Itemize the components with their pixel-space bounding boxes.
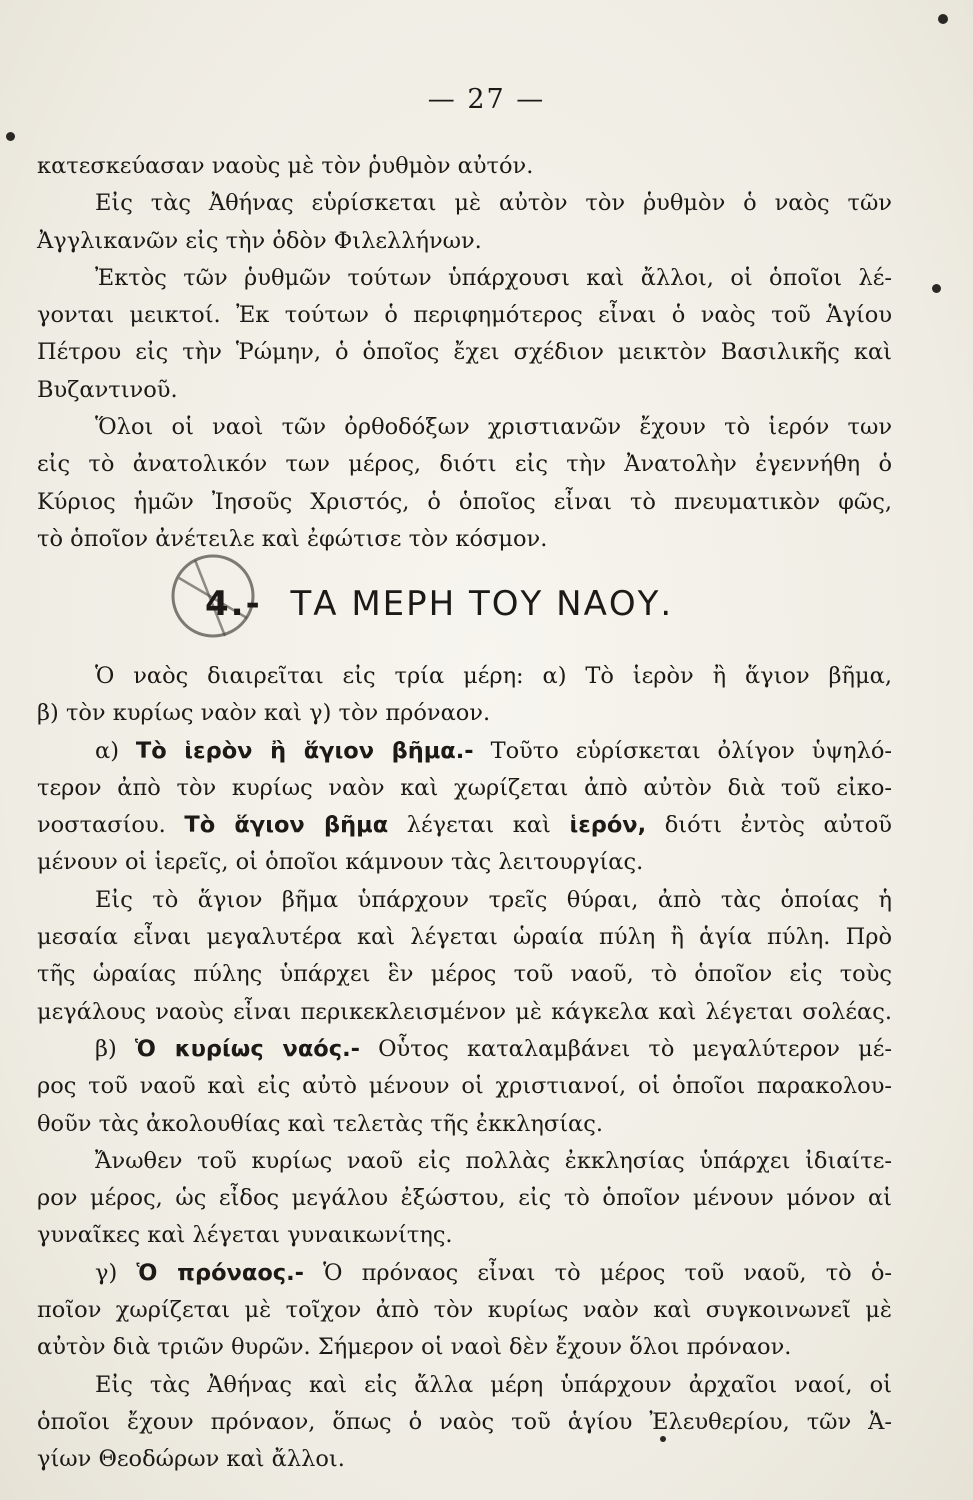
text-line: Εἰς τὸ ἅγιον βῆμα ὑπάρχουν τρεῖς θύραι, ἀπὸ τὰς ὁποίας ἡ	[95, 886, 892, 913]
text-run: Οὗτος καταλαμβάνει τὸ μεγαλύτερον μέ-	[359, 1035, 892, 1062]
text-line: θοῦν τὰς ἀκολουθίας καὶ τελετὰς τῆς ἐκκλησίας.	[37, 1110, 603, 1137]
text-line: Ὁ ναὸς διαιρεῖται εἰς τρία μέρη: α) Τὸ ἱερὸν ἢ ἅγιον βῆμα,	[95, 663, 892, 689]
text-line: μεγάλους ναοὺς εἶναι περικεκλεισμένον μὲ κάγκελα καὶ λέγεται σολέας.	[37, 998, 892, 1025]
text-line: αὐτὸν διὰ τριῶν θυρῶν. Σήμερον οἱ ναοὶ δὲν ἔχουν ὅλοι πρόναον.	[37, 1334, 792, 1361]
text-line: Ἐκτὸς τῶν ῥυθμῶν τούτων ὑπάρχουσι καὶ ἄλλοι, οἱ ὁποῖοι λέ-	[95, 264, 892, 291]
section-heading	[205, 584, 673, 624]
ink-speck	[660, 1436, 666, 1442]
text-run: Ὁ πρόναος εἶναι τὸ μέρος τοῦ ναοῦ, τὸ ὁ-	[304, 1259, 892, 1286]
text-line: Κύριος ἡμῶν Ἰησοῦς Χριστός, ὁ ὁποῖος εἶναι τὸ πνευματικὸν φῶς,	[37, 488, 892, 515]
text-run: Τοῦτο εὑρίσκεται ὀλίγον ὑψηλό-	[473, 737, 892, 764]
page-number: — 27 —	[427, 84, 546, 115]
text-line: γυναῖκες καὶ λέγεται γυναικωνίτης.	[37, 1222, 453, 1249]
text-line: Πέτρου εἰς τὴν Ῥώμην, ὁ ὁποῖος ἔχει σχέδιον μεικτὸν Βασιλικῆς καὶ	[37, 339, 892, 366]
body-text	[37, 658, 892, 1479]
text-line: ὁποῖοι ἔχουν πρόναον, ὅπως ὁ ναὸς τοῦ ἁγίου Ἐλευθερίου, τῶν Ἁ-	[37, 1408, 892, 1435]
text-line: τερον ἀπὸ τὸν κυρίως ναὸν καὶ χωρίζεται ἀπὸ αὐτὸν διὰ τοῦ εἰκο-	[37, 774, 892, 801]
text-line: ρος τοῦ ναοῦ καὶ εἰς αὐτὸ μένουν οἱ χριστιανοί, οἱ ὁποῖοι παρακολου-	[37, 1073, 892, 1100]
text-line: κατεσκεύασαν ναοὺς μὲ τὸν ῥυθμὸν αὐτόν.	[37, 153, 534, 179]
text-line	[37, 807, 892, 844]
text-run: λέγεται καὶ	[388, 812, 570, 839]
text-line: μεσαία εἶναι μεγαλυτέρα καὶ λέγεται ὡραία πύλη ἢ ἁγία πύλη. Πρὸ	[37, 924, 892, 951]
text-line: Ἄνωθεν τοῦ κυρίως ναοῦ εἰς πολλὰς ἐκκλησίας ὑπάρχει ἰδιαίτε-	[95, 1147, 892, 1174]
item-label: γ)	[95, 1259, 137, 1286]
section-title: ΤΑ ΜΕΡΗ ΤΟΥ ΝΑΟΥ.	[290, 584, 674, 624]
text-run: διότι ἐντὸς αὐτοῦ	[646, 812, 892, 839]
text-line: τὸ ὁποῖον ἀνέτειλε καὶ ἐφώτισε τὸν κόσμον.	[37, 525, 548, 552]
section-number: 4.-	[205, 584, 262, 624]
text-line: γονται μεικτοί. Ἐκ τούτων ὁ περιφημότερος εἶναι ὁ ναὸς τοῦ Ἁγίου	[37, 302, 892, 329]
text-line: ρον μέρος, ὡς εἶδος μεγάλου ἐξώστου, εἰς τὸ ὁποῖον μένουν μόνον αἱ	[37, 1185, 892, 1212]
text-line: β) τὸν κυρίως ναὸν καὶ γ) τὸν πρόναον.	[37, 700, 491, 727]
text-line	[37, 1031, 892, 1068]
intro-text	[37, 148, 892, 558]
bold-term: Τὸ ἱερὸν ἢ ἅγιον βῆμα.-	[135, 737, 474, 764]
text-line: ποῖον χωρίζεται μὲ τοῖχον ἀπὸ τὸν κυρίως ναὸν καὶ συγκοινωνεῖ μὲ	[37, 1297, 892, 1324]
bold-term: Τὸ ἅγιον βῆμα	[184, 812, 389, 839]
text-run: νοστασίου.	[37, 812, 185, 839]
text-line: τῆς ὡραίας πύλης ὑπάρχει ἓν μέρος τοῦ ναοῦ, τὸ ὁποῖον εἰς τοὺς	[37, 961, 892, 988]
text-line: Ἀγγλικανῶν εἰς τὴν ὁδὸν Φιλελλήνων.	[37, 227, 482, 254]
bold-term: Ὁ πρόναος.-	[136, 1259, 304, 1286]
text-line: γίων Θεοδώρων καὶ ἄλλοι.	[37, 1446, 345, 1473]
text-line	[37, 1255, 892, 1292]
item-label: α)	[95, 737, 136, 764]
bold-term: ἱερόν,	[569, 812, 647, 839]
bold-term: Ὁ κυρίως ναός.-	[134, 1035, 360, 1062]
text-line: μένουν οἱ ἱερεῖς, οἱ ὁποῖοι κάμνουν τὰς λειτουργίας.	[37, 849, 644, 876]
ink-speck	[932, 284, 941, 293]
text-line	[37, 733, 892, 770]
text-line: Βυζαντινοῦ.	[37, 376, 178, 403]
ink-speck	[938, 14, 948, 24]
text-line: Εἰς τὰς Ἀθήνας καὶ εἰς ἄλλα μέρη ὑπάρχουν ἀρχαῖοι ναοί, οἱ	[95, 1371, 892, 1398]
item-label: β)	[95, 1035, 135, 1062]
ink-speck	[6, 132, 15, 141]
text-line: Εἰς τὰς Ἀθήνας εὑρίσκεται μὲ αὐτὸν τὸν ῥυθμὸν ὁ ναὸς τῶν	[95, 190, 892, 217]
text-line: εἰς τὸ ἀνατολικόν των μέρος, διότι εἰς τὴν Ἀνατολὴν ἐγεννήθη ὁ	[37, 451, 892, 478]
text-line: Ὅλοι οἱ ναοὶ τῶν ὀρθοδόξων χριστιανῶν ἔχουν τὸ ἱερόν των	[95, 414, 892, 441]
